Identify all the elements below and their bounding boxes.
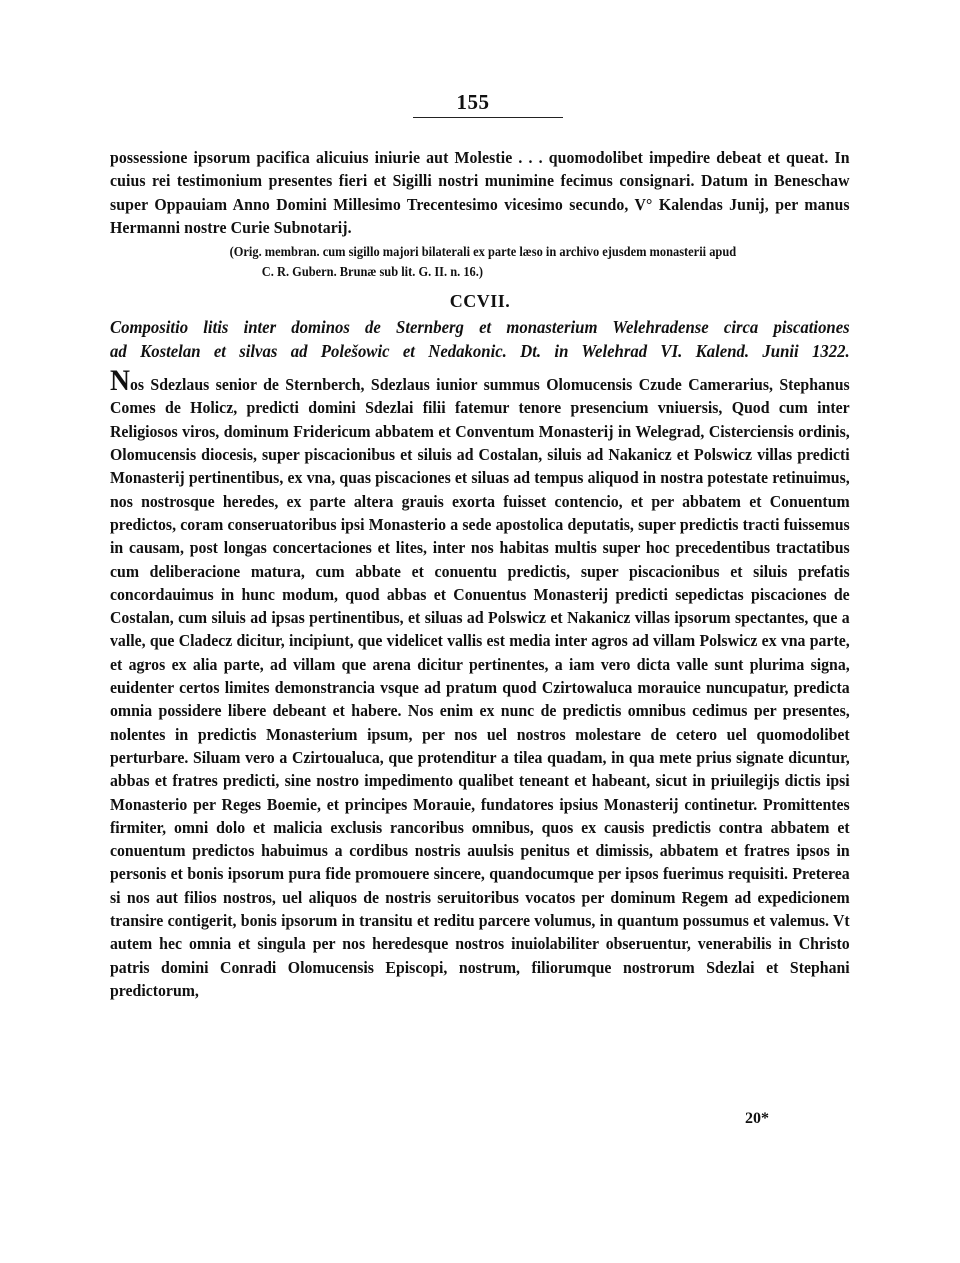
document-number: CCVII. (449, 291, 511, 312)
heading-line-2: ad Kostelan et silvas ad Polešowic et Nedakonic. Dt. in Welehrad VI. Kalend. Junii 1322. (110, 341, 850, 362)
source-note-line-1: (Orig. membran. cum sigillo majori bilaterali ex parte læso in archivo ejusdem monasterii apud (229, 244, 737, 260)
heading-line-1: Compositio litis inter dominos de Sternberg et monasterium Welehradense circa piscationes (110, 317, 850, 338)
drop-initial: N (110, 364, 130, 398)
intro-paragraph: possessione ipsorum pacifica alicuius iniurie aut Molestie . . . quomodolibet impedire debeat et queat. In cuius rei testimonium presentes fieri et Sigilli nostri munimine fecimus consignari. Datum in Beneschaw super Oppauiam Anno Domini Millesimo Trecentesimo vicesimo secundo, V° Kalendas Junij, per manus Hermanni nostre Curie Subnotarij. (110, 148, 850, 237)
source-note-line-2: C. R. Gubern. Brunæ sub lit. G. II. n. 16.) (261, 263, 484, 279)
page-number: 155 (456, 90, 490, 114)
signature-mark: 20* (745, 1110, 769, 1127)
main-paragraph-text: os Sdezlaus senior de Sternberch, Sdezlaus iunior summus Olomucensis Czude Camerarius, Stephanus Comes de Holicz, predicti domini Sdezlai filii fatemur tenore presencium vniuersis, Quod cum inter Religiosos viros, dominum Fridericum abbatem et Conventum Monasterij in Welegrad, Cisterciensis ordinis, Olomucensis diocesis, super piscacionibus et siluis ad Costalan, siluis ad Nakanicz et Polswicz villas predicti Monasterij pertinentibus, ex vna, quas piscaciones et siluas ad tempus aliquod in nostra potestate retinuimus, nos nostrosque heredes, ex parte altera grauis exorta fuisset contencio, et per abbatem et Conuentum predictos, coram conseruatoribus ipsi Monasterio a sede apostolica deputatis, super predictis tracti fuissemus in causam, post longas concertaciones et lites, inter nos habitas multis super hoc precedentibus tractatibus cum deliberacione matura, cum abbate et conuentu predictis, super piscacionibus et siluis prefatis concordauimus in hunc modum, quod abbas et Conuentus Monasterij predicti sepedictas piscaciones de Costalan, cum siluis ad ipsas pertinentibus, et siluas ad Polswicz et Nakanicz villas ipsorum spectantes, que a valle, que Cladecz dicitur, incipiunt, que videlicet vallis est media inter agros ad villam Polswicz ex vna parte, et agros ex alia parte, ad villam que arena dicitur pertinentes, a iam vero dicta valle sunt plurima signa, euidenter certos limites demonstrancia vsque ad pratum quod Czirtowaluca morauice nuncupatur, predicta omnia possidere libere debeant et habere. Nos enim ex nunc de predictis omnibus cedimus per presentes, nolentes in predictis Monasterium ipsum, per nos uel nostros molestare de cetero uel quomodolibet perturbare. Siluam vero a Czirtoualuca, que protenditur a tilea quadam, in qua mete prius signate dicuntur, abbas et fratres predicti, sine nostro impedimento qualibet teneant et habeant, sicut in priuilegijs dictis ipsi Monasterio per Reges Boemie, et principes Morauie, fundatores ipsius Monasterij continetur. Promittentes firmiter, omni dolo et malicia exclusis rancoribus omnibus, quos ex causis predictis contra abbatem et conuentum predictos habuimus a cordibus nostris auulsis penitus et dimissis, abbatem et fratres ipsos in personis et bonis ipsorum pura fide promouere sincere, quandocumque per ipsos fuerimus requisiti. Preterea si nos aut filios nostros, uel aliquos de nostris seruitoribus vocatos per dominum Regem ad expedicionem transire contigerit, bonis ipsorum in transitu et reditu parcere volumus, in quantum possumus et valemus. Vt autem hec omnia et singula per nos heredesque nostros inuiolabiliter obseruentur, venerabilis in Christo patris domini Conradi Olomucensis Episcopi, nostrum, filiorumque nostrorum Sdezlai et Stephani predictorum, (110, 375, 850, 1000)
document-heading (110, 315, 850, 363)
page-number-rule (413, 117, 563, 118)
main-paragraph (110, 364, 850, 1002)
page (110, 90, 850, 1002)
